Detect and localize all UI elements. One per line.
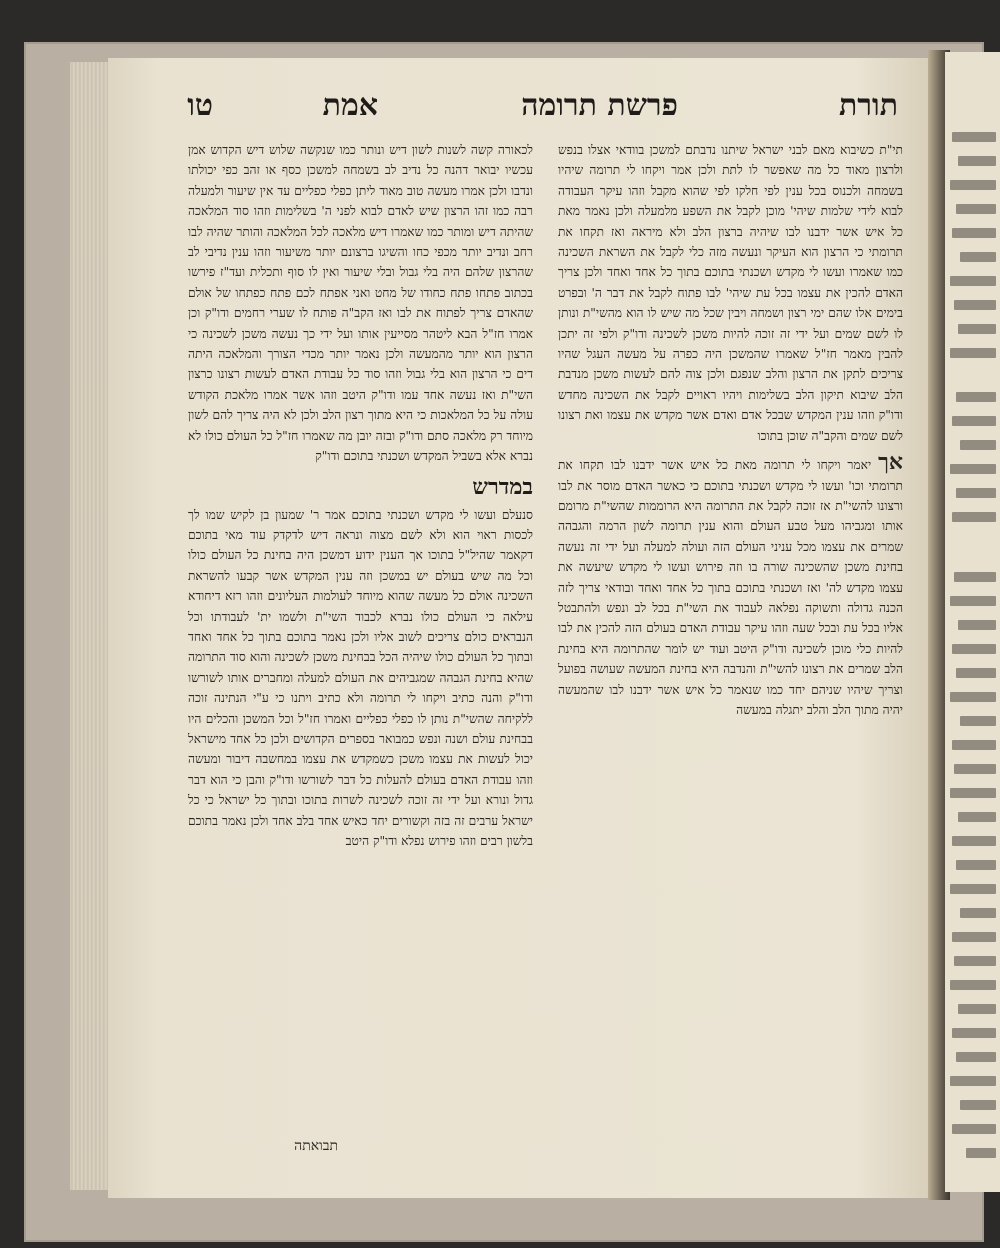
facing-text-line (958, 1004, 996, 1014)
facing-text-line (958, 812, 996, 822)
facing-text-line (954, 764, 996, 774)
facing-text-line (954, 956, 996, 966)
facing-text-line (950, 788, 996, 798)
right-column-text: תי"ת כשיבוא מאם לבני ישראל שיתנו נדבתם למשכן בוודאי אצלו בנפש ולרצון מאוד כל מה שאפשר לו לתת ולכן אמר ויקחו לי תרומה שיהיו בשמחה ולכנוס בכל ענין לפי חלקו לפי שהוא מקבל וזהו עיקר העבודה לבוא לידי שלמות שיהי' מוכן לקבל את השפע מלמעלה ולכן נאמר מאת כל איש אשר ידבנו לבו שיהיה ברצון הלב ולא מיראה ואז תקחו את תרומתי כי הרצון הוא העיקר ונעשה מזה כלי לקבל את השראת השכינה כמו שאמרו ועשו לי מקדש ושכנתי בתוכם בתוך כל אחד ואחד ולכן צריך האדם להכין את עצמו בכל עת שיהי' לבו פתוח לקבל את דבר ה' ובפרט בימים אלו שהם ימי רצון ושמחה ויבין שכל מה שיש לו הוא מהשי"ת ונותן לו לשם שמים ועל ידי זה זוכה להיות משכן לשכינה ודו"ק ולפי זה יתכן להבין מאמר חז"ל שאמרו שהמשכן היה כפרה על מעשה העגל שהיו צריכים לתקן את הרצון והלב שנפגם ולכן צוה להם לעשות משכן מנדבת הלב שיבוא תיקון הלב בשלימות ויהיו ראויים לקבל את השכינה מחדש ודו"ק וזהו ענין המקדש שבכל אדם ואדם אשר מקדש את עצמו ואת רצונו לשם שמים והקב"ה שוכן בתוכו (558, 143, 903, 443)
facing-text-line (950, 980, 996, 990)
facing-page-edge (945, 52, 1000, 1192)
facing-text-line (956, 392, 996, 402)
facing-text-line (950, 348, 996, 358)
right-text-column (558, 140, 903, 720)
header-parsha: פרשת תרומה (521, 88, 678, 123)
facing-text-line (952, 644, 996, 654)
facing-text-line (952, 1028, 996, 1038)
facing-text-line (960, 252, 996, 262)
facing-text-line (960, 908, 996, 918)
facing-text-line (950, 692, 996, 702)
facing-text-line (956, 204, 996, 214)
facing-text-line (952, 740, 996, 750)
facing-text-line (958, 324, 996, 334)
facing-text-line (952, 1124, 996, 1134)
facing-text-line (950, 1076, 996, 1086)
facing-text-line (950, 276, 996, 286)
facing-text-line (952, 416, 996, 426)
facing-text-line (954, 300, 996, 310)
section-lead-word: אך (878, 449, 904, 476)
header-book-title: תורת (838, 88, 898, 123)
midrash-heading: במדרש (472, 473, 533, 500)
facing-text-line (958, 156, 996, 166)
facing-text-line (960, 440, 996, 450)
facing-text-line (956, 668, 996, 678)
facing-text-line (952, 836, 996, 846)
facing-text-line (966, 1148, 996, 1158)
page-header (108, 88, 938, 138)
facing-text-line (952, 228, 996, 238)
facing-text-line (950, 464, 996, 474)
facing-text-line (954, 572, 996, 582)
left-column-text: לכאורה קשה לשנות לשון דיש ונותר כמו שנקשה שלוש דיש הקדוש אמן עכשיו יבואר דהנה כל נדיב לב בשמחה למשכן כסף או זהב כפי יכולתו ונדבו ולכן אמרו מעשה טוב מאוד ליתן כפלי כפליים עד אין שיעור ולמעלה רבה כמו זהו הרצון שיש לאדם לבוא לפני ה' בשלימות וזהו סוד המלאכה שהיתה דיש ומותר כמו שאמרו דיש מלאכה לכל המלאכה והותר שהיה לבו רחב ונדיב יותר מכפי כחו והשיגו ברצונם יותר משיעור וזהו ענין נדיבי לב שהרצון שלהם היה בלי גבול ובלי שיעור ואין לו סוף ותכלית ועד"ז פירשו בכתוב פתחו פתח כחודו של מחט ואני אפתח לכם פתח כפתחו של אולם שהאדם צריך לפתוח את לבו ואז הקב"ה פותח לו שערי רחמים ודו"ק וכן אמרו חז"ל הבא ליטהר מסייעין אותו ועל ידי כך נעשה משכן לשכינה כי הרצון הוא יותר מהמעשה ולכן נאמר יותר מכדי הצורך והמלאכה היתה דים כי הרצון הוא בלי גבול וזהו סוד כל עבודת האדם לעשות רצונו כרצון השי"ת ואז נעשה אחד עמו ודו"ק היטב וזהו אשר אמרו מלאכת הקודש עולה על כל המלאכות כי היא מתוך רצון הלב ולכן לא היה צריך להם לשון מיוחד רק מלאכה סתם ודו"ק ובזה יובן מה שאמרו חז"ל כל העולם כולו לא נברא אלא בשביל המקדש ושכנתי בתוכם ודו"ק (188, 143, 533, 464)
right-section-text: יאמר ויקחו לי תרומה מאת כל איש אשר ידבנו לבו תקחו את תרומתי וכו' ועשו לי מקדש ושכנתי בתוכם כי כאשר האדם מוסר את לבו ורצונו להשי"ת אז זוכה לקבל את התרומה היא הרוממות שהשי"ת מרומם אותו ומגביהו מעל טבע העולם והוא ענין תרומה לשון הרמה והגבהה שמרים את עצמו מכל עניני העולם הזה ועולה למעלה ועל ידי זה נעשה בחינת משכן שהשכינה שורה בו וזה פירוש ועשו לי מקדש שיעשה את עצמו מקדש לה' ואז ושכנתי בתוכם בתוך כל אחד ואחד ובודאי צריך לזה הכנה גדולה ותשוקה נפלאה לעבוד את השי"ת בכל לב ונפש ולהתבטל אליו בכל עת ובכל שעה וזהו עיקר עבודת האדם בעולם הזה להכין את לבו להיות כלי מוכן לשכינה ודו"ק היטב ועוד יש לומר שהתרומה היא בחינת הלב שמרים את רצונו להשי"ת והנדבה היא בחינת המעשה שעושה בפועל וצריך שיהיו שניהם יחד כמו שנאמר כל איש אשר ידבנו לבו שהמעשה יהיה מתוך הלב והלב יתגלה במעשה (558, 458, 903, 717)
page-edges (70, 62, 111, 1190)
header-page-number: טו (187, 88, 213, 123)
facing-text-line (950, 596, 996, 606)
facing-text-line (956, 860, 996, 870)
facing-text-line (950, 180, 996, 190)
book-page (108, 58, 938, 1198)
midrash-text: סנעלם ועשו לי מקדש ושכנתי בתוכם אמר ר' שמעון בן לקיש שמו לך לכסות ראוי הוא ולא לשם מצוה ונראה דיש לדקדק עוד מאי בתוכם דקאמר שהיל"ל בתוכו אך הענין ידוע דמשכן היה בחינת כל העולם כולו וכל מה שיש בעולם יש במשכן וזה ענין המקדש אשר קבעו להשראת השכינה אולם כל מעשה שהוא מיוחד לעולמות העליונים וזהו רזא דיחודא עילאה כי העולם כולו נברא לכבוד השי"ת ולשמו ית' לעבודתו וכל הנבראים כולם צריכים לשוב אליו ולכן נאמר בתוכם בתוך כל אחד ואחד ובתוך כל העולם כולו שיהיה הכל בבחינת משכן לשכינה והוא סוד התרומה שהיא בחינת הגבהה שמגביהים את העולם למעלה ומחברים אותו לשורשו ודו"ק והנה כתיב ויקחו לי תרומה ולא כתיב ויתנו כי ע"י הנתינה זוכה ללקיחה שהשי"ת נותן לו כפלי כפליים ואמרו חז"ל וכל המשכן והכלים היו בבחינת עולם ושנה ונפש כמבואר בספרים הקדושים ולכן כל אחד מישראל יכול לעשות את עצמו משכן כשמקדש את עצמו במחשבה דיבור ומעשה וזהו עבודת האדם בעולם להעלות כל דבר לשורשו ודו"ק והבן כי הוא דבר גדול ונורא ועל ידי זה זוכה לשכינה לשרות בתוכו ובתוך כל ישראל כי כל ישראל ערבים זה בזה וקשורים יחד כאיש אחד בלב אחד ולכן נאמר בתוכם בלשון רבים וזהו פירוש נפלא ודו"ק היטב (188, 507, 533, 848)
facing-text-line (956, 488, 996, 498)
header-book-title-2: אמת (322, 88, 378, 123)
facing-text-line (958, 620, 996, 630)
facing-text-line (952, 932, 996, 942)
facing-text-line (950, 884, 996, 894)
facing-text-line (956, 1052, 996, 1062)
facing-text-line (952, 512, 996, 522)
facing-text-line (960, 716, 996, 726)
left-text-column (188, 140, 533, 851)
facing-text-line (960, 1100, 996, 1110)
catchword: תבואתה (294, 1138, 338, 1154)
facing-text-line (952, 132, 996, 142)
